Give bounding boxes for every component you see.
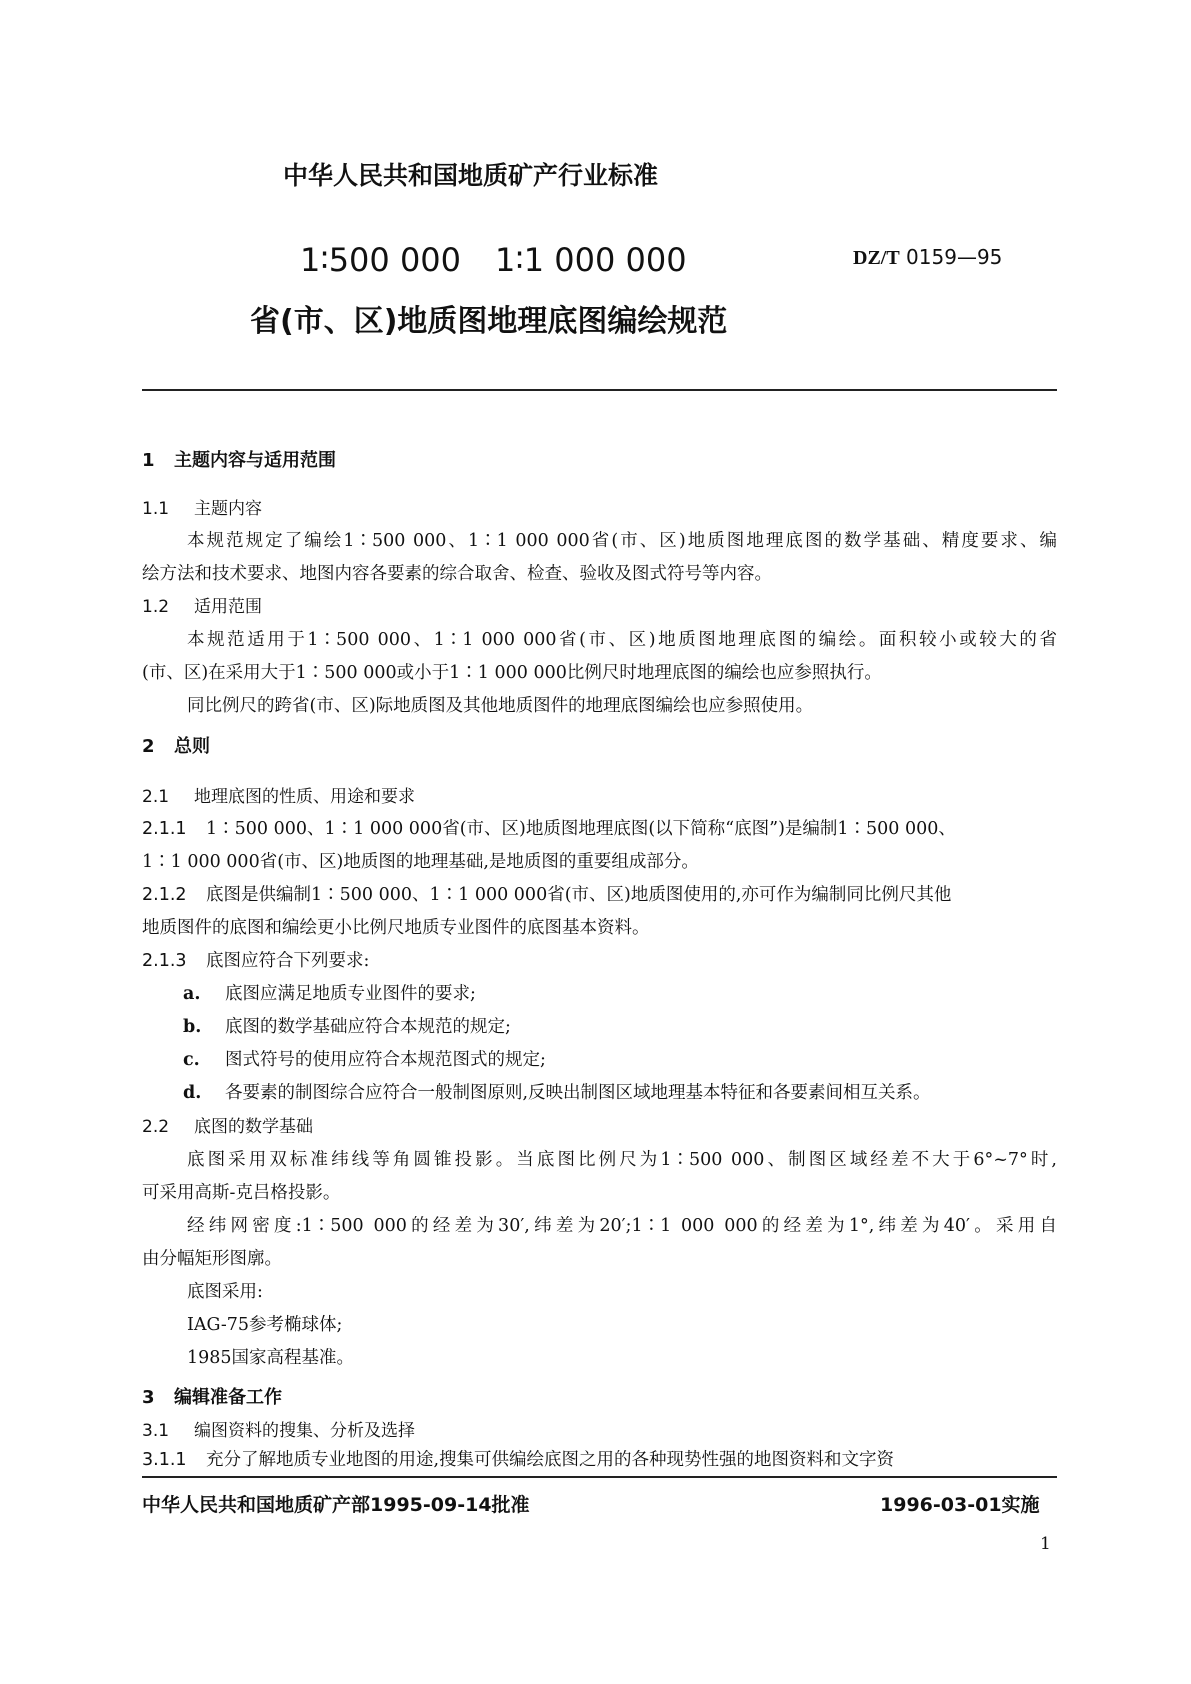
list-item-mark: a.	[183, 984, 201, 1004]
subsection-title: 适用范围	[194, 597, 262, 617]
subsection-number: 1.1	[142, 499, 170, 519]
list-item	[183, 1013, 511, 1038]
section-1-heading	[142, 446, 336, 472]
header-divider	[142, 389, 1057, 391]
paragraph-line: 经纬网密度:1∶500 000的经差为30′,纬差为20′;1∶1 000 000的经差为1°,纬差为40′。采用自	[187, 1216, 1057, 1236]
subsection-1-2-heading	[142, 592, 262, 617]
paragraph-line: 地质图件的底图和编绘更小比例尺地质专业图件的底图基本资料。	[142, 918, 650, 938]
subsection-title: 底图的数学基础	[194, 1117, 313, 1137]
clause-number: 2.1.2	[142, 885, 187, 905]
paragraph-line: 1∶500 000、1∶1 000 000省(市、区)地质图地理底图(以下简称“底图”)是编制1∶500 000、	[206, 819, 956, 839]
document-title: 省(市、区)地质图地理底图编绘规范	[250, 304, 728, 339]
paragraph-line: (市、区)在采用大于1∶500 000或小于1∶1 000 000比例尺时地理底图的编绘也应参照执行。	[142, 663, 882, 683]
subsection-number: 3.1	[142, 1421, 170, 1441]
clause-number: 2.1.1	[142, 819, 187, 839]
clause-3-1-1	[142, 1446, 1057, 1471]
subsection-title: 编图资料的搜集、分析及选择	[194, 1421, 415, 1441]
subsection-number: 2.1	[142, 787, 170, 807]
clause-2-1-1	[142, 815, 1057, 840]
section-number: 3	[142, 1387, 155, 1408]
section-number: 1	[142, 450, 155, 471]
subsection-3-1-heading	[142, 1416, 415, 1441]
footer-divider	[142, 1476, 1057, 1478]
paragraph-line: 底图是供编制1∶500 000、1∶1 000 000省(市、区)地质图使用的,亦可作为编制同比例尺其他	[206, 885, 952, 905]
list-item	[183, 1046, 546, 1071]
approval-statement: 中华人民共和国地质矿产部1995-09-14批准	[142, 1494, 530, 1516]
clause-2-1-3	[142, 947, 369, 972]
paragraph-line: 由分幅矩形图廓。	[142, 1249, 282, 1269]
subsection-title: 地理底图的性质、用途和要求	[194, 787, 415, 807]
standard-code-prefix: DZ/T	[853, 247, 900, 269]
scale-label-1: 1∶500 000	[300, 241, 462, 279]
section-2-heading	[142, 732, 210, 758]
list-item	[183, 980, 476, 1005]
clause-2-1-2	[142, 881, 1057, 906]
list-item-mark: d.	[183, 1083, 202, 1103]
clause-number: 2.1.3	[142, 951, 187, 971]
list-item-text: 各要素的制图综合应符合一般制图原则,反映出制图区域地理基本特征和各要素间相互关系。	[225, 1083, 931, 1103]
subsection-2-1-heading	[142, 782, 415, 807]
subsection-1-1-heading	[142, 494, 262, 519]
paragraph-line: 可采用高斯-克吕格投影。	[142, 1183, 341, 1203]
clause-title: 底图应符合下列要求:	[206, 951, 370, 971]
paragraph-line: IAG-75参考椭球体;	[187, 1315, 343, 1335]
clause-number: 3.1.1	[142, 1450, 187, 1470]
paragraph-line: 1∶1 000 000省(市、区)地质图的地理基础,是地质图的重要组成部分。	[142, 852, 699, 872]
paragraph-line: 1985国家高程基准。	[187, 1348, 355, 1368]
subsection-number: 2.2	[142, 1117, 170, 1137]
subsection-title: 主题内容	[194, 499, 262, 519]
subsection-number: 1.2	[142, 597, 170, 617]
section-number: 2	[142, 736, 155, 757]
standard-issuer-title: 中华人民共和国地质矿产行业标准	[283, 161, 659, 190]
section-3-heading	[142, 1383, 282, 1409]
list-item-text: 图式符号的使用应符合本规范图式的规定;	[225, 1050, 546, 1070]
paragraph-line: 底图采用:	[187, 1282, 263, 1302]
standard-code	[853, 245, 1002, 270]
paragraph-line: 底图采用双标准纬线等角圆锥投影。当底图比例尺为1∶500 000、制图区域经差不大于6°~7°时,	[187, 1150, 1057, 1170]
subsection-2-2-heading	[142, 1112, 313, 1137]
paragraph-line: 充分了解地质专业地图的用途,搜集可供编绘底图之用的各种现势性强的地图资料和文字资	[206, 1450, 895, 1470]
list-item-mark: c.	[183, 1050, 200, 1070]
section-title: 总则	[174, 736, 210, 757]
implementation-date: 1996-03-01实施	[880, 1494, 1040, 1516]
paragraph-line: 绘方法和技术要求、地图内容各要素的综合取舍、检查、验收及图式符号等内容。	[142, 564, 772, 584]
section-title: 主题内容与适用范围	[174, 450, 336, 471]
list-item-text: 底图的数学基础应符合本规范的规定;	[225, 1017, 511, 1037]
paragraph-line: 本规范规定了编绘1∶500 000、1∶1 000 000省(市、区)地质图地理底图的数学基础、精度要求、编	[187, 531, 1057, 551]
standard-code-number: 0159—95	[906, 245, 1003, 269]
list-item	[183, 1079, 931, 1104]
list-item-mark: b.	[183, 1017, 202, 1037]
list-item-text: 底图应满足地质专业图件的要求;	[225, 984, 476, 1004]
paragraph-line: 本规范适用于1∶500 000、1∶1 000 000省(市、区)地质图地理底图的编绘。面积较小或较大的省	[187, 630, 1057, 650]
page-number: 1	[1040, 1534, 1051, 1554]
paragraph-line: 同比例尺的跨省(市、区)际地质图及其他地质图件的地理底图编绘也应参照使用。	[187, 696, 814, 716]
section-title: 编辑准备工作	[174, 1387, 282, 1408]
scale-label-2: 1∶1 000 000	[495, 241, 687, 279]
